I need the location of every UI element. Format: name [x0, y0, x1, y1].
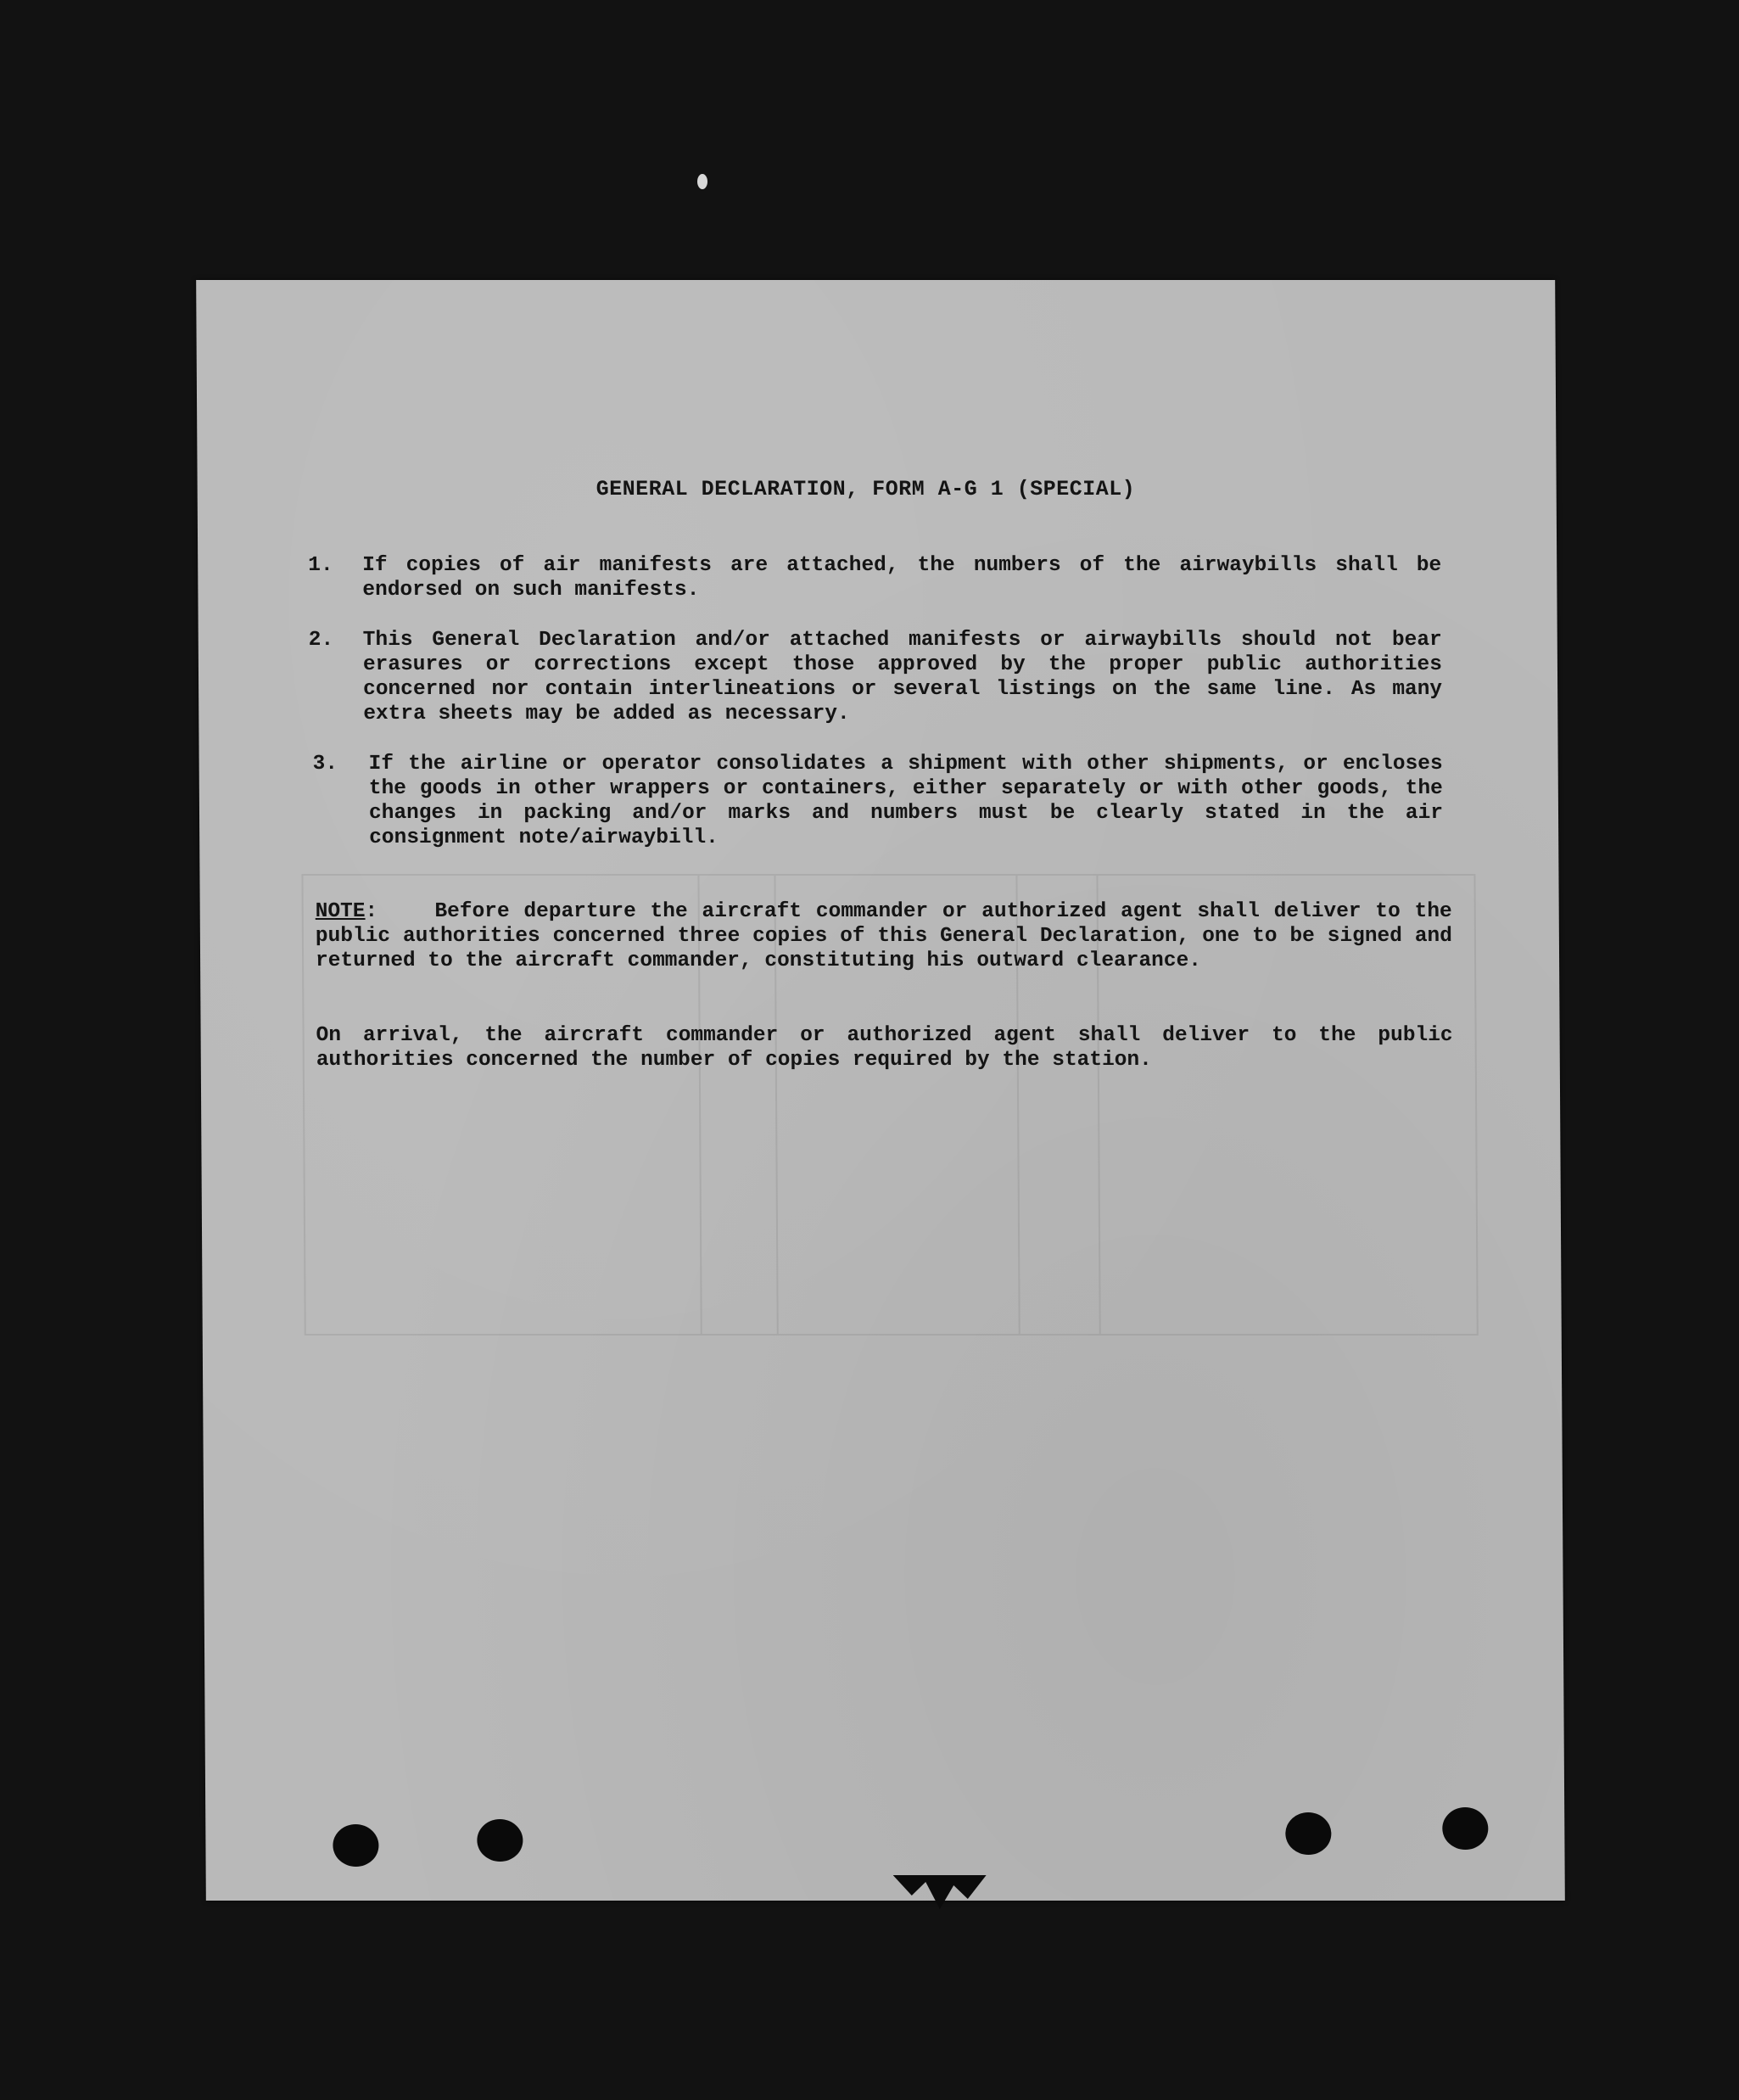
page-title: GENERAL DECLARATION, FORM A-G 1 (SPECIAL) — [596, 477, 1136, 501]
handwritten-mark: ​ — [1372, 1349, 1375, 1383]
instruction-number: 3. — [312, 753, 338, 776]
punch-hole — [1442, 1807, 1488, 1850]
note-arrival: On arrival, the aircraft commander or authorized agent shall deliver to the public authorities concerned the number of copies required by the station. — [316, 1024, 1453, 1072]
punch-hole — [333, 1824, 378, 1867]
document-page — [196, 280, 1565, 1901]
note-departure — [316, 899, 1453, 973]
declaration-instructions — [196, 280, 1565, 1901]
instruction-text: If copies of air manifests are attached, the numbers of the airwaybills shall be endorsed on such manifests. — [362, 554, 1442, 602]
dust-speck — [697, 174, 707, 189]
note-departure-text: Before departure the aircraft commander or authorized agent shall deliver to the public authorities concerned three copies of this General Declaration, one to be signed and returned to the aircraft commander, constituting his outward clearance. — [315, 900, 1452, 972]
instruction-text: If the airline or operator consolidates a shipment with other shipments, or encloses the goods in other wrappers or containers, either separately or with other goods, the changes in packing and/or marks and numbers must be clearly stated in the air consignment note/airwaybill. — [368, 753, 1444, 849]
punch-hole — [1285, 1812, 1331, 1855]
note-colon: : — [365, 900, 435, 923]
note-label: NOTE — [315, 900, 366, 923]
instruction-number: 2. — [308, 629, 334, 652]
instruction-text: This General Declaration and/or attached manifests or airwaybills should not bear erasures or corrections except those approved by the proper public authorities concerned nor contain interlineations or several listings on the same line. As many extra sheets may be added as necessary. — [362, 629, 1443, 725]
instruction-number: 1. — [308, 554, 333, 577]
punch-hole — [477, 1819, 523, 1862]
